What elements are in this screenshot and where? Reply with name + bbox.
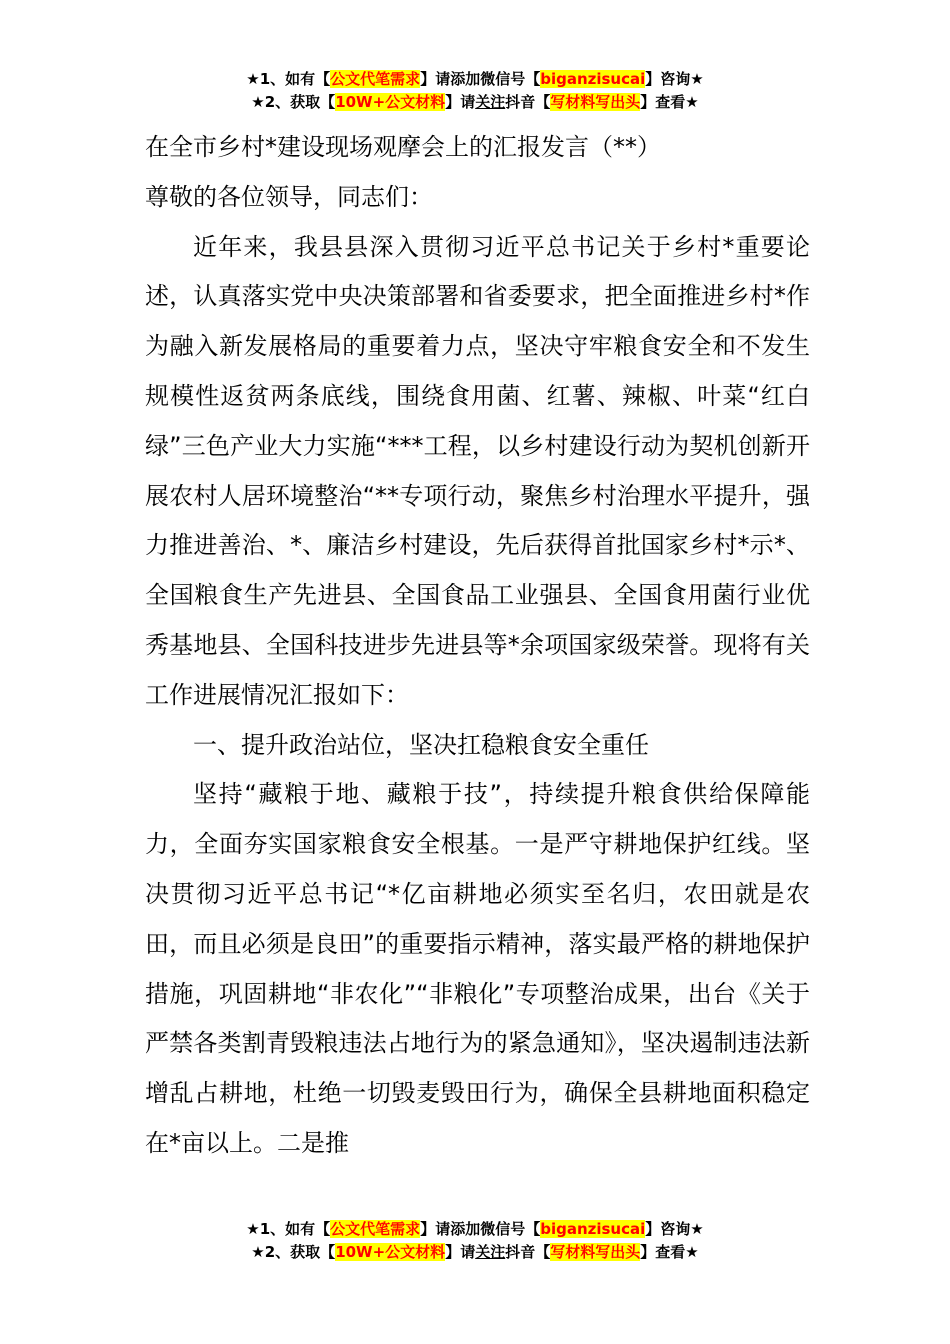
promo-highlight: 10W+公文材料 — [335, 1243, 446, 1261]
promo-text: 】查看★ — [640, 93, 699, 111]
promo-text: 抖音【 — [505, 1243, 551, 1261]
promo-text: 】请 — [445, 1243, 476, 1261]
promo-text: 】请添加微信号【 — [420, 70, 541, 88]
promo-text: ★1、如有【 — [246, 1220, 331, 1238]
promo-text: 抖音【 — [505, 93, 551, 111]
promo-banner-top — [0, 68, 950, 114]
promo-highlight: 公文代笔需求 — [330, 1220, 421, 1238]
promo-text: 】咨询★ — [645, 70, 704, 88]
douyin-id-highlight: 写材料写出头 — [550, 1243, 641, 1261]
promo-text: 】咨询★ — [645, 1220, 704, 1238]
promo-text: ★2、获取【 — [251, 93, 336, 111]
document-body — [145, 123, 810, 1169]
promo-highlight: 公文代笔需求 — [330, 70, 421, 88]
paragraph-section-1: 坚持“藏粮于地、藏粮于技”，持续提升粮食供给保障能力，全面夯实国家粮食安全根基。一是严守耕地保护红线。坚决贯彻习近平总书记“*亿亩耕地必须实至名归，农田就是农田，而且必须是良田”的重要指示精神，落实最严格的耕地保护措施，巩固耕地“非农化”“非粮化”专项整治成果，出台《关于严禁各类割青毁粮违法占地行为的紧急通知》，坚决遏制违法新增乱占耕地，杜绝一切毁麦毁田行为，确保全县耕地面积稳定在*亩以上。二是推 — [145, 780, 810, 1157]
promo-text: ★2、获取【 — [251, 1243, 336, 1261]
wechat-id-highlight: biganzisucai — [540, 1220, 646, 1238]
promo-underlined: 关注 — [475, 93, 506, 111]
promo-text: 】请 — [445, 93, 476, 111]
promo-line-1 — [0, 1218, 950, 1241]
promo-highlight: 10W+公文材料 — [335, 93, 446, 111]
promo-line-2 — [0, 91, 950, 114]
promo-text: 】请添加微信号【 — [420, 1220, 541, 1238]
wechat-id-highlight: biganzisucai — [540, 70, 646, 88]
promo-banner-bottom — [0, 1218, 950, 1264]
salutation: 尊敬的各位领导，同志们： — [145, 182, 433, 211]
promo-text: 】查看★ — [640, 1243, 699, 1261]
paragraph-intro: 近年来，我县县深入贯彻习近平总书记关于乡村*重要论述，认真落实党中央决策部署和省委要求，把全面推进乡村*作为融入新发展格局的重要着力点，坚决守牢粮食安全和不发生规模性返贫两条底线，围绕食用菌、红薯、辣椒、叶菜“红白绿”三色产业大力实施“***工程，以乡村建设行动为契机创新开展农村人居环境整治“**专项行动，聚焦乡村治理水平提升，强力推进善治、*、廉洁乡村建设，先后获得首批国家乡村*示*、全国粮食生产先进县、全国食品工业强县、全国食用菌行业优秀基地县、全国科技进步先进县等*余项国家级荣誉。现将有关工作进展情况汇报如下： — [145, 232, 810, 709]
document-title: 在全市乡村*建设现场观摩会上的汇报发言（**） — [145, 133, 661, 161]
promo-underlined: 关注 — [475, 1243, 506, 1261]
promo-line-1 — [0, 68, 950, 91]
promo-line-2 — [0, 1241, 950, 1264]
promo-text: ★1、如有【 — [246, 70, 331, 88]
douyin-id-highlight: 写材料写出头 — [550, 93, 641, 111]
section-heading-1: 一、提升政治站位，坚决扛稳粮食安全重任 — [193, 730, 649, 759]
